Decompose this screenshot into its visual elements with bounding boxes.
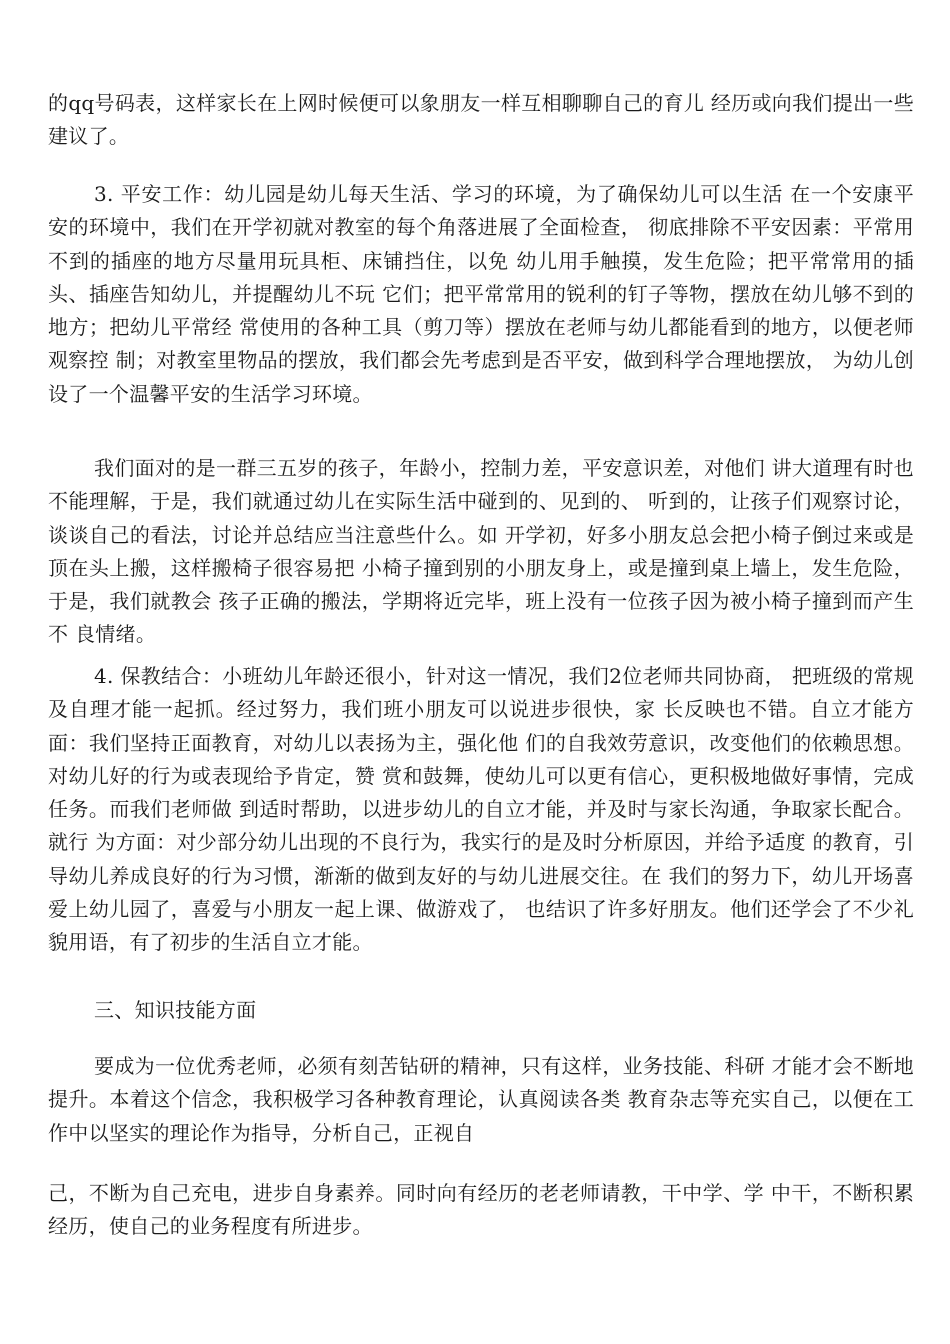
paragraph-safety-work: 3. 平安工作：幼儿园是幼儿每天生活、学习的环境，为了确保幼儿可以生活 在一个安康平安的环境中，我们在开学初就对教室的每个角落进展了全面检查， 彻底排除不平安因素：平常用不到的插座的地方尽量用玩具柜、床铺挡住，以免 幼儿用手触摸，发生危险；把平常常用的插头、插座告知幼儿，并提醒幼儿不玩 它们；把平常常用的锐利的钉子等物，摆放在幼儿够不到的地方；把幼儿平常经 常使用的各种工具（剪刀等）摆放在老师与幼儿都能看到的地方，以便老师观察控 制；对教室里物品的摆放，我们都会先考虑到是否平安，做到科学合理地摆放， 为幼儿创设了一个温馨平安的生活学习环境。 <box>48 182 914 406</box>
paragraph-safety-education: 我们面对的是一群三五岁的孩子，年龄小，控制力差，平安意识差，对他们 讲大道理有时也不能理解，于是，我们就通过幼儿在实际生活中碰到的、见到的、 听到的，让孩子们观察讨论，谈谈自己的看法，讨论并总结应当注意些什么。如 开学初，好多小朋友总会把小椅子倒过来或是顶在头上搬，这样搬椅子很容易把 小椅子撞到别的小朋友身上，或是撞到桌上墙上，发生危险，于是，我们就教会 孩子正确的搬法，学期将近完毕，班上没有一位孩子因为被小椅子撞到而产生不 良情绪。 <box>48 456 914 647</box>
section-heading-knowledge-skills: 三、知识技能方面 <box>94 998 257 1022</box>
paragraph-parent-contact: 的qq号码表，这样家长在上网时候便可以象朋友一样互相聊聊自己的育儿 经历或向我们提出一些建议了。 <box>48 91 914 149</box>
paragraph-care-and-education: 4. 保教结合：小班幼儿年龄还很小，针对这一情况，我们2位老师共同协商， 把班级的常规及自理才能一起抓。经过努力，我们班小朋友可以说进步很快，家 长反映也不错。自立才能方面：我们坚持正面教育，对幼儿以表扬为主，强化他 们的自我效劳意识，改变他们的依赖思想。对幼儿好的行为或表现给予肯定，赞 赏和鼓舞，使幼儿可以更有信心，更积极地做好事情，完成任务。而我们老师做 到适时帮助，以进步幼儿的自立才能，并及时与家长沟通，争取家长配合。就行 为方面：对少部分幼儿出现的不良行为，我实行的是及时分析原因，并给予适度 的教育，引导幼儿养成良好的行为习惯，渐渐的做到友好的与幼儿进展交往。在 我们的努力下，幼儿开场喜爱上幼儿园了，喜爱与小朋友一起上课、做游戏了， 也结识了许多好朋友。他们还学会了不少礼貌用语，有了初步的生活自立才能。 <box>48 664 914 955</box>
paragraph-professional-study: 要成为一位优秀老师，必须有刻苦钻研的精神，只有这样，业务技能、科研 才能才会不断地提升。本着这个信念，我积极学习各种教育理论，认真阅读各类 教育杂志等充实自己，以便在工作中以坚实的理论作为指导，分析自己，正视自 <box>48 1054 914 1145</box>
paragraph-continued-study: 己，不断为自己充电，进步自身素养。同时向有经历的老老师请教，干中学、学 中干，不断积累经历，使自己的业务程度有所进步。 <box>48 1181 914 1239</box>
